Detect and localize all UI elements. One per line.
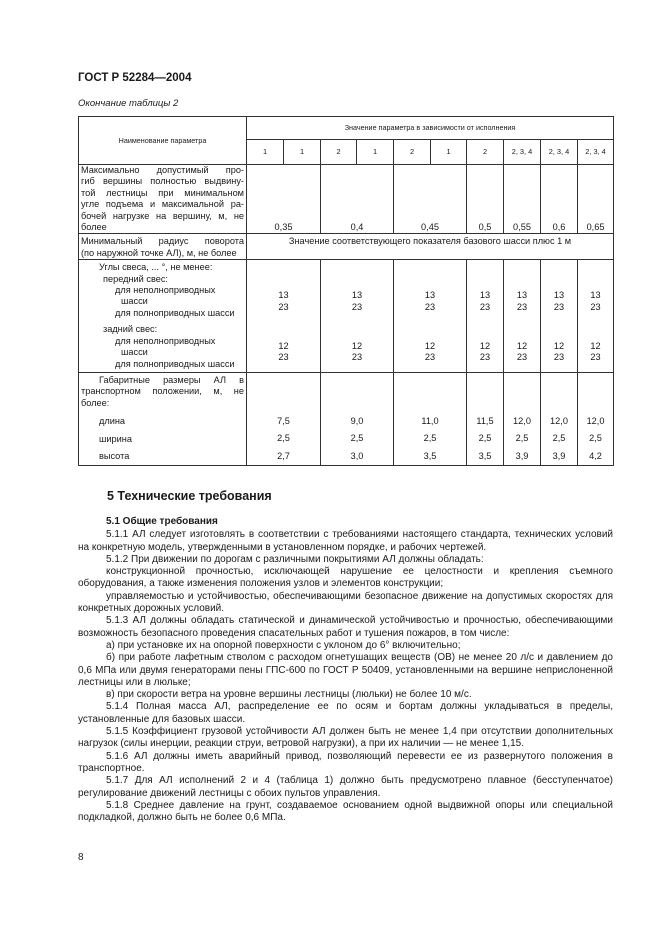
paragraph: 5.1.7 Для АЛ исполнений 2 и 4 (таблица 1) должно быть предусмотрено плавное (бесступенчатое) регулирование движений лестницы с обоих пультов управления. [78,775,613,799]
overhang-label: Углы свеса, ... °, не менее: передний свес: для неполноприводных шасси для полноприводных шасси задний свес: для неполноприводных шасси для полноприводных шасси [79,260,247,373]
paragraph: управляемостью и устойчивостью, обеспечивающими безопасное движение на допустимых скоростях для конкретных дорожных условий. [78,590,613,615]
exec-cell: 1 [357,140,394,165]
value-cell: 0,55 [504,165,541,234]
dimension-values: 12,0 2,5 3,9 [504,372,541,465]
parameters-table [78,116,614,466]
dimension-values: 11,5 2,5 3,5 [467,372,504,465]
paragraph: 5.1.8 Среднее давление на грунт, создаваемое основанием одной выдвижной опоры или специальной подкладкой, должно быть не более 0,6 МПа. [78,799,613,824]
overhang-values: 13 23 12 23 [578,260,614,373]
exec-cell: 2, 3, 4 [504,140,541,165]
exec-cell: 1 [431,140,467,165]
overhang-values: 13 23 12 23 [504,260,541,373]
dimensions-label: Габаритные размеры АЛ в транспортном положении, м, не более: длина ширина высота [79,372,247,465]
exec-cell: 1 [284,140,321,165]
header-values: Значение параметра в зависимости от исполнения [247,117,614,140]
exec-cell: 2, 3, 4 [541,140,578,165]
paragraph: б) при работе лафетным стволом с расходом огнетушащих веществ (ОВ) не менее 20 л/с и давлением до 0,6 МПа или двумя генераторами пены ГПС-600 по ГОСТ Р 50409, установленными на вершине неприслоненной лестницы или в люльке; [78,652,613,688]
exec-cell: 2 [321,140,357,165]
turning-radius-value: Значение соответствующего показателя базового шасси плюс 1 м [247,234,614,260]
dimension-values: 11,0 2,5 3,5 [394,372,467,465]
overhang-values: 13 23 12 23 [541,260,578,373]
table-row-deflection [79,165,614,234]
turning-radius-label: Минимальный радиус поворота (по наружной точке АЛ), м, не более [79,234,247,260]
paragraph: 5.1.5 Коэффициент грузовой устойчивости АЛ должен быть не менее 1,4 при отсутствии дополнительных нагрузок (силы инерции, реакции струи, ветровой нагрузки), а при их наличии — не менее 1,15. [78,726,613,750]
table-row-turning-radius [79,234,614,260]
overhang-values: 13 23 12 23 [394,260,467,373]
overhang-values: 13 23 12 23 [321,260,394,373]
value-cell: 0,35 [247,165,321,234]
overhang-values: 13 23 12 23 [467,260,504,373]
document-header: ГОСТ Р 52284—2004 [78,72,192,84]
section-title: 5 Технические требования [107,489,272,503]
dimension-values: 9,0 2,5 3,0 [321,372,394,465]
section-body [78,516,613,824]
dimension-values: 12,0 2,5 4,2 [578,372,614,465]
paragraph: 5.1.1 АЛ следует изготовлять в соответствии с требованиями настоящего стандарта, технических условий на конкретную модель, утвержденными в установленном порядке, и рабочих чертежей. [78,529,613,553]
value-cell: 0,6 [541,165,578,234]
table-caption: Окончание таблицы 2 [78,98,179,109]
exec-cell: 2, 3, 4 [578,140,614,165]
value-cell: 0,45 [394,165,467,234]
paragraph: 5.1.6 АЛ должны иметь аварийный привод, позволяющий перевести ее из развернутого положения в транспортное. [78,750,613,774]
paragraph: 5.1.2 При движении по дорогам с различными покрытиями АЛ должны обладать: [106,553,484,565]
value-cell: 0,5 [467,165,504,234]
dimension-values: 12,0 2,5 3,9 [541,372,578,465]
paragraph: в) при скорости ветра на уровне вершины лестницы (люльки) не более 10 м/с. [106,689,472,701]
exec-cell: 2 [394,140,431,165]
table-row-dimensions [79,372,614,465]
table-row-overhang-angles [79,260,614,373]
value-cell: 0,4 [321,165,394,234]
paragraph: конструкционной прочностью, исключающей нарушение ее целостности и крепления съемного оборудования, а также изменения положения узлов и элементов конструкции; [78,566,613,590]
deflection-label: Максимально допустимый про- гиб вершины полностью выдвину- той лестницы при минимальном угле подъема и максимальной ра- бочей нагрузке на вершину, м, не более [79,165,247,234]
subsection-title: 5.1 Общие требования [106,516,218,527]
header-param: Наименование параметра [79,117,247,165]
exec-cell: 2 [467,140,504,165]
dimension-values: 7,5 2,5 2,7 [247,372,321,465]
paragraph: 5.1.4 Полная масса АЛ, распределение ее по осям и бортам должны укладываться в пределы, установленные для базовых шасси. [78,701,613,725]
value-cell: 0,65 [578,165,614,234]
exec-cell: 1 [247,140,284,165]
paragraph: а) при установке их на опорной поверхности с уклоном до 6° включительно; [106,639,461,651]
page-number: 8 [78,852,84,863]
paragraph: 5.1.3 АЛ должны обладать статической и динамической устойчивостью и прочностью, обеспечивающими возможность безопасного проведения спасательных работ и тушения пожаров, в том числе: [78,615,613,639]
overhang-values: 13 23 12 23 [247,260,321,373]
